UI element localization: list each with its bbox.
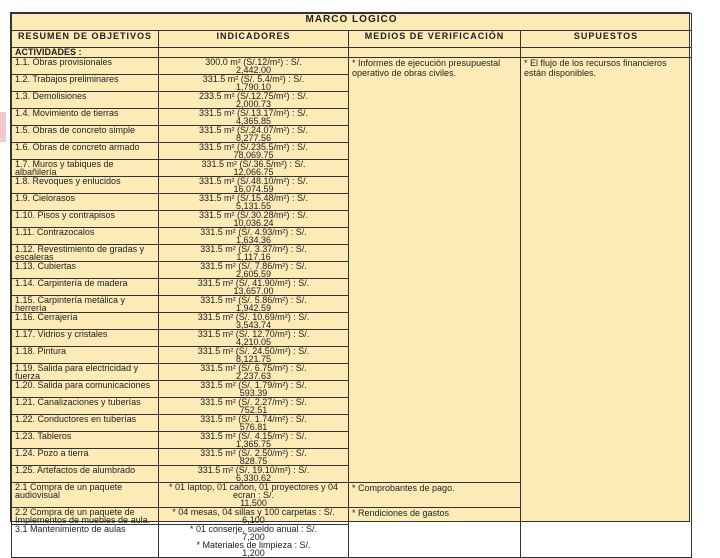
- activity-cell: 1.23. Tableros: [12, 432, 159, 449]
- indicator-cell: 331.5 m² (S/. 7.86/m²) : S/. 2,605.59: [159, 262, 349, 279]
- activity-cell: 1.24. Pozo a tierra: [12, 449, 159, 466]
- indicator-cell: * 04 mesas, 04 sillas y 100 carpetas : S/. 6,100: [159, 508, 349, 525]
- activity-cell: 1.11. Contrazocalos: [12, 228, 159, 245]
- section-label-blank: [521, 48, 692, 58]
- activity-cell: 1.8. Revoques y enlucidos: [12, 177, 159, 194]
- activity-cell: 1.19. Salida para electricidad y fuerza: [12, 364, 159, 381]
- activity-cell: 1.17. Vidrios y cristales: [12, 330, 159, 347]
- header-supuestos: SUPUESTOS: [521, 31, 692, 48]
- indicator-cell: 331.5 m² (S/.48.10/m²) : S/. 16,074.59: [159, 177, 349, 194]
- indicator-cell: * 01 laptop, 01 cañon, 01 proyectores y 04 ecran : S/. 11,500: [159, 483, 349, 508]
- activity-cell: 1.12. Revestimiento de gradas y escaleras: [12, 245, 159, 262]
- verification-expenses-cell: * Rendiciones de gastos: [349, 508, 521, 558]
- activity-cell: 1.14. Carpintería de madera: [12, 279, 159, 296]
- indicator-cell: 331.5 m² (S/. 10.69/m²) : S/. 3,543.74: [159, 313, 349, 330]
- logical-framework-table: [11, 13, 692, 558]
- section-label: ACTIVIDADES :: [12, 48, 159, 58]
- indicator-cell: 331.5 m² (S/. 3.37/m²) : S/. 1,117.16: [159, 245, 349, 262]
- indicator-cell: 331.5 m² (S/. 5.4/m²) : S/. 1,790.10: [159, 75, 349, 92]
- indicator-cell: 331.5 m² (S/. 19.10/m²) : S/. 6,330.62: [159, 466, 349, 483]
- indicator-cell: 331.5 m² (S/.15.48/m²) : S/. 5,131.55: [159, 194, 349, 211]
- activity-cell: 1.20. Salida para comunicaciones: [12, 381, 159, 398]
- table-row: [12, 58, 692, 75]
- indicator-cell: 331.5 m² (S/. 12.70/m²) : S/. 4,210.05: [159, 330, 349, 347]
- activity-cell: 1.4. Movimiento de tierras: [12, 109, 159, 126]
- indicator-cell: 331.5 m² (S/. 1.74/m²) : S/. 576.81: [159, 415, 349, 432]
- indicator-cell: 331.5 m² (S/. 2.50/m²) : S/. 828.75: [159, 449, 349, 466]
- indicator-cell: 331.5 m² (S/. 4.93/m²) : S/. 1,634.36: [159, 228, 349, 245]
- header-medios: MEDIOS DE VERIFICACIÓN: [349, 31, 521, 48]
- indicator-cell: 331.5 m² (S/.30.28/m²) : S/. 10,036.24: [159, 211, 349, 228]
- assumptions-cell: * El flujo de los recursos financieros están disponibles.: [521, 58, 692, 558]
- activity-cell: 1.1. Obras provisionales: [12, 58, 159, 75]
- activity-cell: 2.2 Compra de un paquete de Implementos de muebles de aula.: [12, 508, 159, 525]
- section-label-blank: [349, 48, 521, 58]
- verification-activities-cell: * Informes de ejecución presupuestal operativo de obras civiles.: [349, 58, 521, 483]
- indicator-cell: * 01 conserje, sueldo anual : S/. 7,200 * Materiales de limpieza : S/. 1,200: [159, 525, 349, 558]
- indicator-cell: 331.5 m² (S/. 5.86/m²) : S/. 1,942.59: [159, 296, 349, 313]
- activity-cell: 1.9. Cielorasos: [12, 194, 159, 211]
- indicator-cell: 331.5 m² (S/. 4.15/m²) : S/. 1,365.75: [159, 432, 349, 449]
- activity-cell: 1.5. Obras de concreto simple: [12, 126, 159, 143]
- indicator-cell: 331.5 m² (S/.235.5/m²) : S/. 78,069.75: [159, 143, 349, 160]
- indicator-cell: 331.5 m² (S/. 41.90/m²) : S/. 13,657.00: [159, 279, 349, 296]
- activity-cell: 1.6. Obras de concreto armado: [12, 143, 159, 160]
- indicator-cell: 233.5 m² (S/.12.75/m²) : S/. 2,000.73: [159, 92, 349, 109]
- header-resumen: RESUMEN DE OBJETIVOS: [12, 31, 159, 48]
- activity-cell: 1.7. Muros y tabiques de albañilería: [12, 160, 159, 177]
- indicator-cell: 331.5 m² (S/. 24.50/m²) : S/. 8,121.75: [159, 347, 349, 364]
- activity-cell: 1.15. Carpintería metálica y herrería: [12, 296, 159, 313]
- activity-cell: 1.3. Demolisiones: [12, 92, 159, 109]
- indicator-cell: 331.5 m² (S/.24.07/m²) : S/. 8,277.56: [159, 126, 349, 143]
- activity-cell: 1.16. Cerrajería: [12, 313, 159, 330]
- activity-cell: 1.2. Trabajos preliminares: [12, 75, 159, 92]
- indicator-cell: 331.5 m² (S/. 2.27/m²) : S/. 752.51: [159, 398, 349, 415]
- indicator-cell: 331.5 m² (S/.13.17/m²) : S/. 4,365.85: [159, 109, 349, 126]
- logical-framework-sheet: [10, 12, 690, 558]
- verification-purchase-cell: * Comprobantes de pago.: [349, 483, 521, 508]
- activity-cell: 1.10. Pisos y contrapisos: [12, 211, 159, 228]
- header-indicadores: INDICADORES: [159, 31, 349, 48]
- indicator-cell: 300.0 m² (S/.12/m²) : S/. 2,442.00: [159, 58, 349, 75]
- indicator-cell: 331.5 m² (S/. 1.79/m²) : S/. 593.39: [159, 381, 349, 398]
- activity-cell: 1.21. Canalizaciones y tuberías: [12, 398, 159, 415]
- activity-cell: 1.25. Artefactos de alumbrado: [12, 466, 159, 483]
- activity-cell: 2.1 Compra de un paquete audiovisual: [12, 483, 159, 508]
- table-title: MARCO LÓGICO: [12, 14, 692, 31]
- activity-cell: 1.18. Pintura: [12, 347, 159, 364]
- activity-cell: 1.13. Cubiertas: [12, 262, 159, 279]
- accent-strip: [0, 112, 6, 142]
- activity-cell: 1.22. Conductores en tuberías: [12, 415, 159, 432]
- section-label-blank: [159, 48, 349, 58]
- activity-cell: 3.1 Mantenimiento de aulas: [12, 525, 159, 558]
- indicator-cell: 331.5 m² (S/.36.5/m²) : S/. 12,066.75: [159, 160, 349, 177]
- indicator-cell: 331.5 m² (S/. 6.75/m²) : S/. 2,237.63: [159, 364, 349, 381]
